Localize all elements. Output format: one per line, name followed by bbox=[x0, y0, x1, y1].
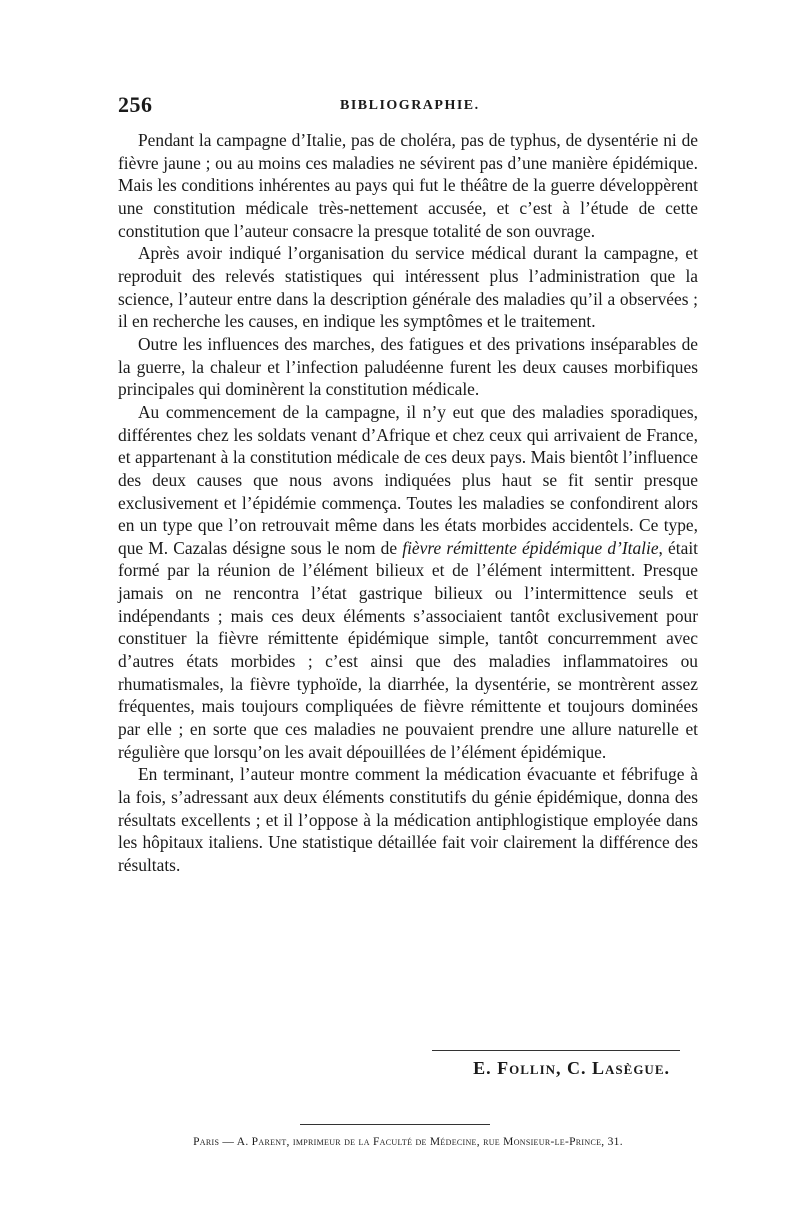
paragraph-2: Après avoir indiqué l’organisation du service médical durant la campagne, et reproduit des relevés statistiques qui intéressent plus l’administration que la science, l’auteur entre dans la description générale des maladies qu’il a observées ; il en recherche les causes, en indique les symptômes et le traitement. bbox=[118, 243, 698, 332]
page-number: 256 bbox=[118, 92, 153, 117]
page-header bbox=[118, 92, 698, 122]
paragraph-4-text-after: , était formé par la réunion de l’élément bilieux et de l’élément intermittent. Presque jamais on ne rencontra l’état gastrique bilieux ou l’intermittence seuls et indépendants ; mais ces deux éléments s’associaient tantôt exclusivement pour constituer la fièvre rémittente épidémique simple, tantôt concurremment avec d’autres états morbides ; c’est ainsi que des maladies inflammatoires ou rhumatismales, la fièvre typhoïde, la diarrhée, la dysentérie, se montrèrent assez fréquentes, mais toujours compliquées de fièvre rémittente et toujours dominées par elle ; en sorte que ces maladies ne pouvaient prendre une allure naturelle et régulière que lorsqu’on les avait dépouillées de l’élément épidémique. bbox=[118, 537, 698, 762]
signature: E. Follin, C. Lasègue. bbox=[473, 1058, 670, 1078]
paragraph-1: Pendant la campagne d’Italie, pas de choléra, pas de typhus, de dysentérie ni de fièvre jaune ; ou au moins ces maladies ne sévirent pas d’une manière épidémique. Mais les conditions inhérentes au pays qui fut le théâtre de la guerre développèrent une constitution médicale très-nettement accusée, et c’est à l’étude de cette constitution que l’auteur consacre la presque totalité de son ouvrage. bbox=[118, 130, 698, 241]
paragraph-3: Outre les influences des marches, des fatigues et des privations inséparables de la guerre, la chaleur et l’infection paludéenne furent les deux causes morbifiques principales qui dominèrent la constitution médicale. bbox=[118, 333, 698, 400]
footer-rule bbox=[300, 1124, 490, 1125]
printer-imprint: Paris — A. Parent, imprimeur de la Faculté de Médecine, rue Monsieur-le-Prince, 31. bbox=[193, 1136, 623, 1148]
paragraph-4 bbox=[118, 401, 698, 764]
paragraph-4-text-before: Au commencement de la campagne, il n’y eut que des maladies sporadiques, différentes chez les soldats venant d’Afrique et chez ceux qui arrivaient de France, et appartenant à la constitution médicale de ces deux pays. Mais bientôt l’influence des deux causes que nous avons indiquées plus haut se fit sentir presque exclusivement et l’épidémie commença. Toutes les maladies se confondirent alors en un type que l’on retrouvait même dans les états morbides accidentels. Ce type, que M. Cazalas désigne sous le nom de bbox=[118, 401, 698, 558]
body-text bbox=[118, 129, 698, 877]
paragraph-5: En terminant, l’auteur montre comment la médication évacuante et fébrifuge à la fois, s’adressant aux deux éléments constitutifs du génie épidémique, donna des résultats excellents ; et il l’oppose à la médication antiphlogistique employée dans les hôpitaux italiens. Une statistique détaillée fait voir clairement la différence des résultats. bbox=[118, 764, 698, 875]
fever-name-italic: fièvre rémittente épidémique d’Italie bbox=[402, 537, 659, 558]
signature-rule bbox=[432, 1050, 680, 1051]
running-head: BIBLIOGRAPHIE. bbox=[340, 98, 480, 113]
